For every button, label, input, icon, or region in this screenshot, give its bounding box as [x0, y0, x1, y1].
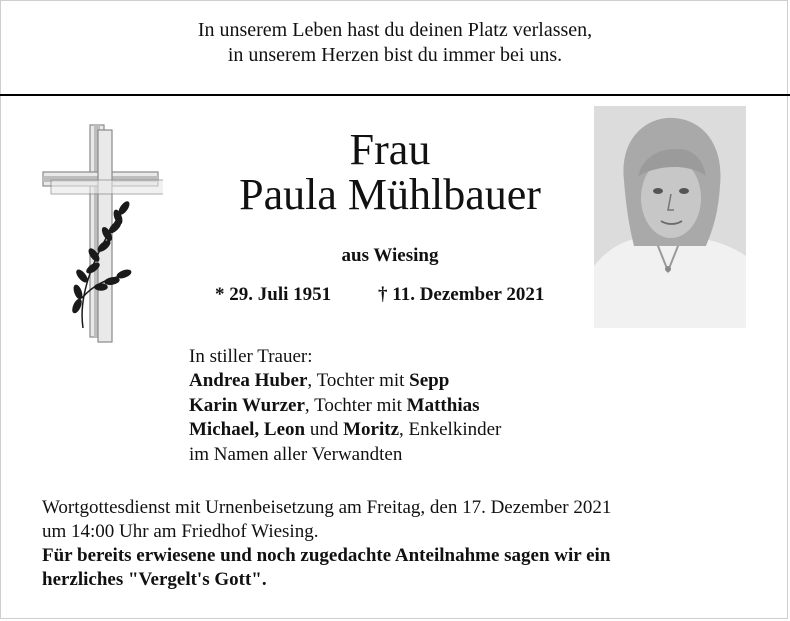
mourner-partner: Sepp	[409, 370, 450, 392]
mourners-block	[189, 345, 639, 467]
thanks-line-1: Für bereits erwiesene und noch zugedachte Anteilnahme sagen wir ein	[42, 545, 611, 566]
relatives-line: im Namen aller Verwandten	[189, 443, 403, 465]
mourner-partner: Matthias	[406, 394, 480, 416]
grandchildren-und: und	[305, 419, 344, 441]
salutation: Frau	[349, 125, 431, 174]
grandchildren-last: Moritz	[343, 419, 400, 441]
grandchildren-line	[189, 418, 639, 442]
deceased-name: Paula Mühlbauer	[239, 170, 541, 219]
deceased-name-block	[190, 127, 590, 217]
service-info	[42, 496, 762, 592]
grandchildren-relation: , Enkelkinder	[399, 419, 502, 441]
cross-icon	[38, 120, 163, 345]
motto-line-2: in unserem Herzen bist du immer bei uns.	[227, 44, 563, 66]
birth-date: * 29. Juli 1951	[215, 284, 332, 305]
mourner-name: Andrea Huber	[189, 370, 308, 392]
service-line-2: um 14:00 Uhr am Friedhof Wiesing.	[42, 521, 319, 542]
mourner-relation: , Tochter mit	[307, 370, 410, 392]
mourners-heading: In stiller Trauer:	[189, 346, 313, 367]
portrait-photo	[594, 106, 746, 328]
motto-line-1: In unserem Leben hast du deinen Platz verlassen,	[197, 19, 593, 41]
death-date: † 11. Dezember 2021	[378, 284, 545, 305]
mourner-name: Karin Wurzer	[189, 394, 305, 416]
service-line-1: Wortgottesdienst mit Urnenbeisetzung am Freitag, den 17. Dezember 2021	[42, 497, 612, 518]
place-of-origin: aus Wiesing	[341, 245, 439, 266]
grandchildren-names: Michael, Leon	[189, 419, 306, 441]
mourner-relation: , Tochter mit	[304, 394, 407, 416]
mourner-line	[189, 369, 639, 393]
motto	[0, 18, 790, 68]
mourner-line	[189, 394, 639, 418]
thanks-line-2: herzliches "Vergelt's Gott".	[42, 569, 267, 590]
divider	[0, 94, 790, 96]
